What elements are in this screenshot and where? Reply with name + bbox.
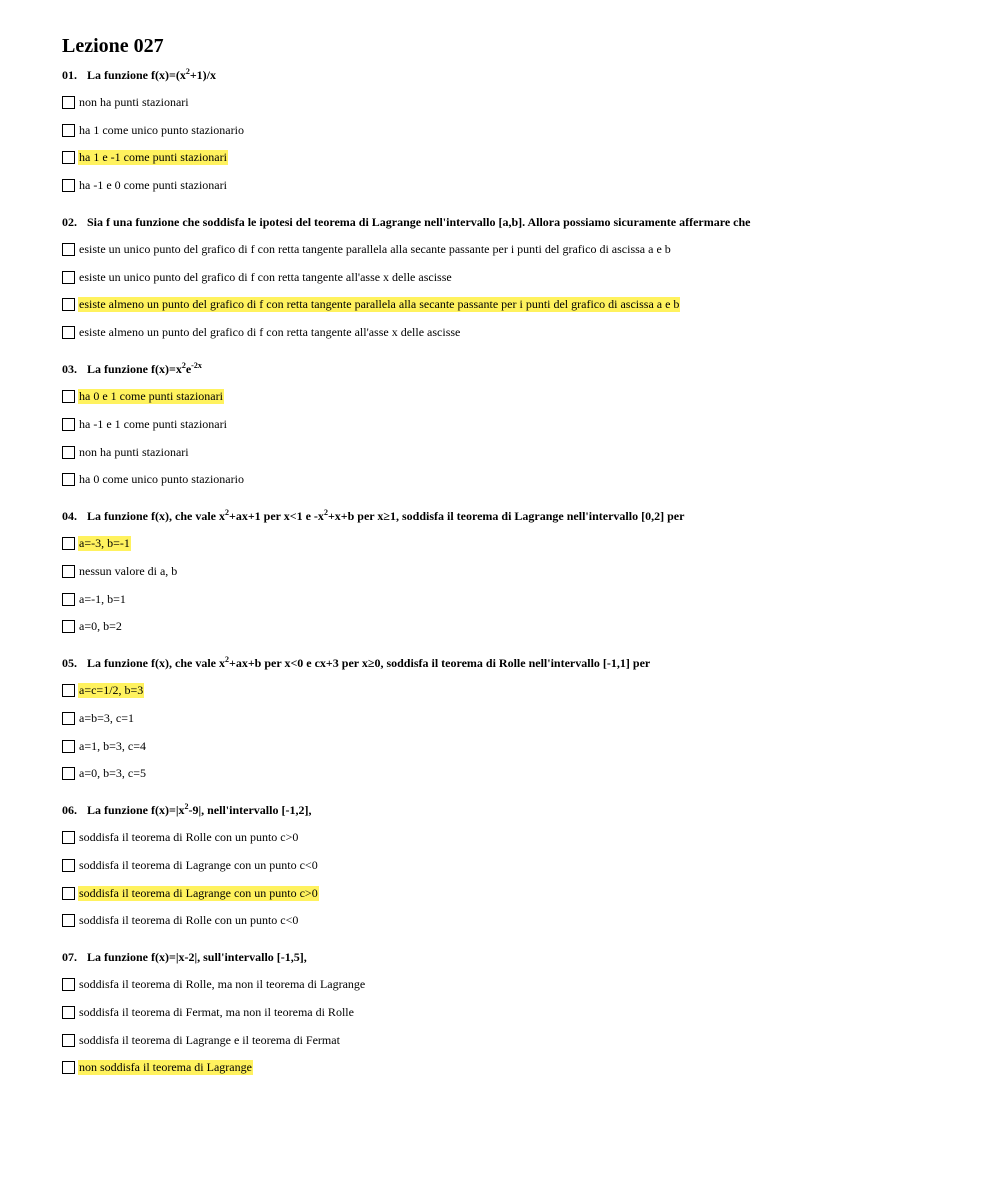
question-text-part: e — [185, 362, 192, 377]
checkbox[interactable] — [62, 684, 75, 697]
answer-label-correct: a=-3, b=-1 — [79, 536, 130, 551]
checkbox[interactable] — [62, 298, 75, 311]
answer-option[interactable] — [62, 149, 962, 166]
question-number: 01. — [62, 68, 77, 82]
answer-option[interactable] — [62, 912, 962, 929]
answer-option[interactable] — [62, 1032, 962, 1049]
checkbox[interactable] — [62, 1034, 75, 1047]
answer-option[interactable] — [62, 416, 962, 433]
question-text — [62, 655, 962, 671]
question-text — [62, 67, 962, 83]
checkbox[interactable] — [62, 271, 75, 284]
question-number: 02. — [62, 215, 77, 230]
answer-option[interactable] — [62, 710, 962, 727]
checkbox[interactable] — [62, 390, 75, 403]
answer-option[interactable] — [62, 94, 962, 111]
answer-label-correct: ha 1 e -1 come punti stazionari — [79, 150, 227, 165]
answer-option[interactable] — [62, 765, 962, 782]
answer-label: non ha punti stazionari — [79, 444, 189, 459]
question-1 — [62, 67, 962, 194]
answer-option[interactable] — [62, 738, 962, 755]
question-text-part: -9|, nell'intervallo [-1,2], — [188, 803, 312, 818]
checkbox[interactable] — [62, 593, 75, 606]
answer-label: ha -1 e 1 come punti stazionari — [79, 416, 227, 431]
checkbox[interactable] — [62, 740, 75, 753]
answer-label: a=0, b=2 — [79, 619, 122, 634]
checkbox[interactable] — [62, 1061, 75, 1074]
checkbox[interactable] — [62, 537, 75, 550]
question-text-part: Sia f una funzione che soddisfa le ipotesi del teorema di Lagrange nell'intervallo [a,b]. Allora possiamo sicuramente affermare che — [87, 215, 751, 230]
checkbox[interactable] — [62, 326, 75, 339]
checkbox[interactable] — [62, 446, 75, 459]
answer-label-correct: esiste almeno un punto del grafico di f con retta tangente parallela alla secante passante per i punti del grafico di ascissa a e b — [79, 297, 680, 312]
checkbox[interactable] — [62, 887, 75, 900]
answer-option[interactable] — [62, 618, 962, 635]
answer-option[interactable] — [62, 241, 962, 258]
answer-option[interactable] — [62, 535, 962, 552]
checkbox[interactable] — [62, 620, 75, 633]
superscript: -2x — [191, 361, 202, 371]
answer-option[interactable] — [62, 269, 962, 286]
checkbox[interactable] — [62, 712, 75, 725]
answer-option[interactable] — [62, 471, 962, 488]
answer-option[interactable] — [62, 885, 962, 902]
checkbox[interactable] — [62, 978, 75, 991]
checkbox[interactable] — [62, 1006, 75, 1019]
answer-option[interactable] — [62, 1059, 962, 1076]
answer-label: a=0, b=3, c=5 — [79, 766, 146, 781]
answer-option[interactable] — [62, 444, 962, 461]
checkbox[interactable] — [62, 473, 75, 486]
answer-label: soddisfa il teorema di Rolle con un punto c<0 — [79, 913, 299, 928]
superscript: 2 — [181, 361, 186, 371]
answer-label: ha 1 come unico punto stazionario — [79, 122, 244, 137]
answer-label: ha 0 come unico punto stazionario — [79, 472, 244, 487]
question-text-part: La funzione f(x), che vale x — [87, 656, 225, 671]
answer-label: a=-1, b=1 — [79, 591, 126, 606]
answer-label: soddisfa il teorema di Lagrange con un punto c<0 — [79, 858, 318, 872]
answer-option[interactable] — [62, 682, 962, 699]
answer-label: non ha punti stazionari — [79, 95, 189, 109]
question-number: 05. — [62, 656, 77, 671]
answer-label: a=b=3, c=1 — [79, 710, 134, 725]
question-number: 07. — [62, 950, 77, 965]
checkbox[interactable] — [62, 96, 75, 109]
checkbox[interactable] — [62, 151, 75, 164]
question-4 — [62, 508, 962, 635]
superscript: 2 — [224, 655, 229, 665]
question-list — [62, 67, 962, 1076]
question-text-part: +ax+b per x<0 e cx+3 per x≥0, soddisfa il teorema di Rolle nell'intervallo [-1,1] per — [228, 656, 651, 671]
question-text — [62, 949, 962, 965]
question-text-part: +x+b per x≥1, soddisfa il teorema di Lagrange nell'intervallo [0,2] per — [327, 509, 685, 524]
question-text-part: La funzione f(x)=(x — [87, 68, 186, 82]
answer-option[interactable] — [62, 1004, 962, 1021]
answer-label-correct: soddisfa il teorema di Lagrange con un punto c>0 — [79, 885, 318, 900]
superscript: 2 — [224, 508, 229, 518]
answer-option[interactable] — [62, 591, 962, 608]
answer-label-correct: ha 0 e 1 come punti stazionari — [79, 389, 223, 404]
answer-label-correct: a=c=1/2, b=3 — [79, 683, 144, 698]
answer-label: nessun valore di a, b — [79, 563, 178, 578]
question-3 — [62, 361, 962, 488]
question-text-part: +1)/x — [189, 68, 217, 82]
answer-option[interactable] — [62, 324, 962, 341]
answer-label: soddisfa il teorema di Fermat, ma non il teorema di Rolle — [79, 1005, 354, 1020]
answer-option[interactable] — [62, 122, 962, 139]
answer-option[interactable] — [62, 829, 962, 846]
answer-label: esiste almeno un punto del grafico di f con retta tangente all'asse x delle ascisse — [79, 325, 461, 340]
answer-label: soddisfa il teorema di Rolle, ma non il teorema di Lagrange — [79, 977, 366, 992]
answer-option[interactable] — [62, 177, 962, 194]
question-6 — [62, 802, 962, 929]
answer-label: esiste un unico punto del grafico di f con retta tangente parallela alla secante passante per i punti del grafico di ascissa a e b — [79, 242, 671, 257]
question-5 — [62, 655, 962, 782]
question-text — [62, 802, 962, 818]
answer-option[interactable] — [62, 563, 962, 580]
checkbox[interactable] — [62, 179, 75, 192]
answer-label: esiste un unico punto del grafico di f con retta tangente all'asse x delle ascisse — [79, 269, 452, 284]
superscript: 2 — [184, 802, 189, 812]
question-text-part: La funzione f(x)=|x — [87, 803, 185, 818]
checkbox[interactable] — [62, 767, 75, 780]
question-number: 06. — [62, 803, 77, 818]
question-text — [62, 508, 962, 524]
question-text-part: La funzione f(x), che vale x — [87, 509, 225, 524]
question-2 — [62, 214, 962, 341]
answer-label: a=1, b=3, c=4 — [79, 738, 146, 753]
question-text-part: La funzione f(x)=|x-2|, sull'intervallo [-1,5], — [87, 950, 307, 965]
answer-label: soddisfa il teorema di Rolle con un punto c>0 — [79, 830, 299, 845]
question-text — [62, 361, 962, 377]
answer-label: ha -1 e 0 come punti stazionari — [79, 178, 227, 193]
answer-option[interactable] — [62, 388, 962, 405]
superscript: 2 — [323, 508, 328, 518]
checkbox[interactable] — [62, 418, 75, 431]
checkbox[interactable] — [62, 243, 75, 256]
question-text — [62, 214, 962, 230]
checkbox[interactable] — [62, 831, 75, 844]
answer-label: soddisfa il teorema di Lagrange e il teorema di Fermat — [79, 1032, 340, 1047]
checkbox[interactable] — [62, 124, 75, 137]
document-page — [62, 33, 962, 1087]
question-number: 04. — [62, 509, 77, 524]
answer-label-correct: non soddisfa il teorema di Lagrange — [79, 1060, 252, 1075]
question-number: 03. — [62, 362, 77, 377]
question-text-part: La funzione f(x)=x — [87, 362, 182, 377]
checkbox[interactable] — [62, 859, 75, 872]
checkbox[interactable] — [62, 914, 75, 927]
answer-option[interactable] — [62, 296, 962, 313]
answer-option[interactable] — [62, 976, 962, 993]
superscript: 2 — [185, 67, 190, 76]
checkbox[interactable] — [62, 565, 75, 578]
page-title: Lezione 027 — [62, 35, 164, 57]
question-text-part: +ax+1 per x<1 e -x — [228, 509, 324, 524]
answer-option[interactable] — [62, 857, 962, 874]
question-7 — [62, 949, 962, 1076]
